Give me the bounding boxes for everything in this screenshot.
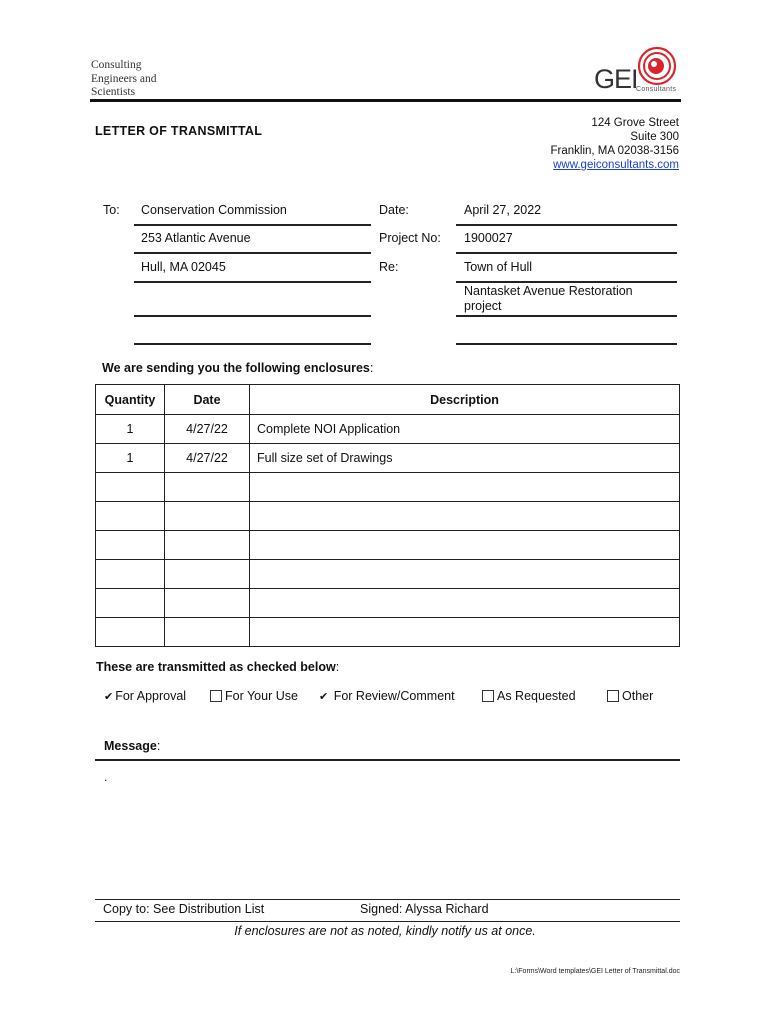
recipient-city-line — [134, 281, 371, 283]
date-cell[interactable]: 4/27/22 — [165, 415, 250, 444]
table-row — [96, 618, 680, 647]
checkmark-icon: ✔ — [319, 691, 329, 703]
re-line-2 — [456, 315, 677, 317]
project-line — [456, 252, 677, 254]
date-line — [456, 224, 677, 226]
re-value[interactable]: Town of Hull — [464, 260, 533, 274]
checkbox-unchecked-icon — [607, 690, 619, 702]
option-for-review-comment[interactable] — [319, 689, 455, 703]
description-cell[interactable]: Complete NOI Application — [250, 415, 680, 444]
date-cell[interactable] — [165, 473, 250, 502]
option-label: For Approval — [115, 689, 187, 703]
message-label-text: Message — [104, 739, 157, 753]
description-cell[interactable] — [250, 473, 680, 502]
recipient-street-line — [134, 252, 371, 254]
quantity-cell[interactable] — [96, 560, 165, 589]
quantity-cell[interactable]: 1 — [96, 415, 165, 444]
recipient-name-line — [134, 224, 371, 226]
recipient-city[interactable]: Hull, MA 02045 — [141, 260, 226, 274]
description-cell[interactable] — [250, 618, 680, 647]
table-row — [96, 444, 680, 473]
re-label: Re: — [379, 260, 399, 274]
checkbox-unchecked-icon — [482, 690, 494, 702]
table-row — [96, 589, 680, 618]
option-label: For Your Use — [225, 689, 298, 703]
footer-divider-top — [95, 899, 680, 900]
description-cell[interactable] — [250, 560, 680, 589]
transmitted-heading-colon: : — [335, 660, 340, 674]
option-as-requested[interactable] — [482, 689, 576, 703]
enclosures-heading-colon: : — [369, 361, 374, 375]
file-path: L:\Forms\Word templates\GEI Letter of Transmittal.doc — [510, 968, 680, 975]
quantity-cell[interactable] — [96, 531, 165, 560]
date-cell[interactable] — [165, 560, 250, 589]
to-label: To: — [103, 203, 120, 217]
website-link[interactable]: www.geiconsultants.com — [553, 159, 679, 171]
option-label: Other — [622, 689, 654, 703]
date-label: Date: — [379, 203, 409, 217]
tagline-line-3: Scientists — [91, 86, 136, 98]
tagline — [91, 59, 201, 100]
description-cell[interactable] — [250, 531, 680, 560]
enclosures-table — [95, 384, 680, 647]
table-header-row — [96, 385, 680, 415]
enclosures-heading-text: We are sending you the following enclosures — [102, 361, 370, 375]
description-cell[interactable] — [250, 502, 680, 531]
re-line — [456, 281, 677, 283]
description-cell[interactable]: Full size set of Drawings — [250, 444, 680, 473]
signature: Signed: Alyssa Richard — [360, 902, 489, 916]
option-other[interactable] — [607, 689, 653, 703]
enclosures-heading — [102, 361, 373, 375]
checkmark-icon: ✔ — [104, 691, 114, 703]
quantity-header: Quantity — [96, 385, 165, 415]
re-line-3 — [456, 343, 677, 345]
description-cell[interactable] — [250, 589, 680, 618]
checkbox-unchecked-icon — [210, 690, 222, 702]
date-cell[interactable] — [165, 589, 250, 618]
recipient-extra-line-1 — [134, 315, 371, 317]
recipient-street[interactable]: 253 Atlantic Avenue — [141, 231, 251, 245]
notice-text: If enclosures are not as noted, kindly notify us at once. — [234, 924, 536, 938]
header-divider — [90, 99, 681, 102]
message-label — [104, 739, 160, 753]
transmitted-heading — [96, 660, 339, 674]
date-cell[interactable] — [165, 502, 250, 531]
date-value[interactable]: April 27, 2022 — [464, 203, 542, 217]
re-value-2-line-2[interactable]: project — [464, 299, 502, 313]
sender-address — [551, 116, 680, 172]
table-row — [96, 560, 680, 589]
page-title: LETTER OF TRANSMITTAL — [95, 124, 263, 138]
recipient-name[interactable]: Conservation Commission — [141, 203, 287, 217]
address-street: 124 Grove Street — [591, 117, 679, 129]
option-label: As Requested — [497, 689, 576, 703]
quantity-cell[interactable] — [96, 502, 165, 531]
date-cell[interactable]: 4/27/22 — [165, 444, 250, 473]
gei-logo — [594, 42, 684, 98]
project-label: Project No: — [379, 231, 441, 245]
tagline-line-1: Consulting — [91, 59, 142, 71]
table-row — [96, 502, 680, 531]
message-divider — [95, 759, 680, 761]
address-suite: Suite 300 — [630, 131, 679, 143]
footer-divider-bottom — [95, 921, 680, 922]
quantity-cell[interactable] — [96, 589, 165, 618]
date-cell[interactable] — [165, 618, 250, 647]
message-body[interactable]: . — [104, 770, 108, 784]
recipient-extra-line-2 — [134, 343, 371, 345]
date-header: Date — [165, 385, 250, 415]
copy-to: Copy to: See Distribution List — [103, 902, 265, 916]
transmitted-heading-text: These are transmitted as checked below — [96, 660, 336, 674]
logo-subtext: Consultants — [636, 86, 677, 93]
date-cell[interactable] — [165, 531, 250, 560]
quantity-cell[interactable]: 1 — [96, 444, 165, 473]
table-row — [96, 415, 680, 444]
quantity-cell[interactable] — [96, 473, 165, 502]
tagline-line-2: Engineers and — [91, 72, 157, 85]
table-row — [96, 473, 680, 502]
option-for-approval[interactable] — [104, 689, 186, 703]
project-number[interactable]: 1900027 — [464, 231, 513, 245]
option-for-your-use[interactable] — [210, 689, 298, 703]
gei-logo-mark-icon — [637, 46, 677, 86]
address-city: Franklin, MA 02038-3156 — [550, 145, 679, 157]
message-label-colon: : — [156, 739, 161, 753]
description-header: Description — [250, 385, 680, 415]
re-value-2-line-1[interactable]: Nantasket Avenue Restoration — [464, 284, 633, 298]
table-row — [96, 531, 680, 560]
quantity-cell[interactable] — [96, 618, 165, 647]
option-label: For Review/Comment — [333, 689, 455, 703]
logo-text: GEI — [594, 64, 638, 94]
